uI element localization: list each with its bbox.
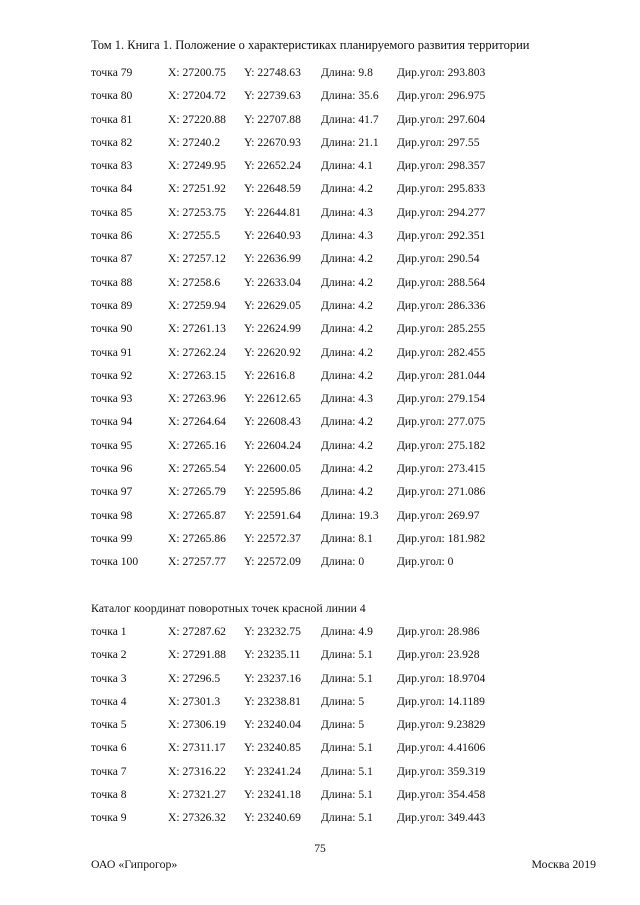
table-row xyxy=(91,462,611,485)
direction-angle: Дир.угол: 23.928 xyxy=(397,648,480,662)
segment-length: Длина: 5.1 xyxy=(321,764,373,778)
x-coordinate: X: 27287.62 xyxy=(168,625,226,638)
point-name: точка 79 xyxy=(91,66,133,79)
x-coordinate: X: 27263.96 xyxy=(168,392,226,406)
y-coordinate: Y: 22572.09 xyxy=(244,555,301,569)
segment-length: Длина: 41.7 xyxy=(321,112,379,126)
direction-angle: Дир.угол: 292.351 xyxy=(397,229,486,243)
y-coordinate: Y: 22595.86 xyxy=(244,485,301,499)
direction-angle: Дир.угол: 297.55 xyxy=(397,135,480,149)
table-row xyxy=(91,322,611,345)
segment-length: Длина: 35.6 xyxy=(321,89,379,103)
x-coordinate: X: 27220.88 xyxy=(168,112,226,126)
table-row xyxy=(91,113,611,136)
table-row xyxy=(91,89,611,112)
segment-length: Длина: 4.2 xyxy=(321,345,373,359)
y-coordinate: Y: 22707.88 xyxy=(244,112,301,126)
y-coordinate: Y: 22612.65 xyxy=(244,392,301,406)
direction-angle: Дир.угол: 288.564 xyxy=(397,275,486,289)
segment-length: Длина: 21.1 xyxy=(321,135,379,149)
point-name: точка 9 xyxy=(91,811,127,825)
direction-angle: Дир.угол: 295.833 xyxy=(397,182,486,196)
table-row xyxy=(91,741,611,764)
x-coordinate: X: 27265.54 xyxy=(168,462,226,476)
table-row xyxy=(91,532,611,555)
table-row xyxy=(91,485,611,508)
segment-length: Длина: 9.8 xyxy=(321,66,373,79)
footer-organization: ОАО «Гипрогор» xyxy=(91,857,178,871)
x-coordinate: X: 27258.6 xyxy=(168,275,221,289)
table-row xyxy=(91,229,611,252)
x-coordinate: X: 27265.87 xyxy=(168,508,226,522)
point-name: точка 82 xyxy=(91,135,133,149)
y-coordinate: Y: 22748.63 xyxy=(244,66,301,79)
direction-angle: Дир.угол: 181.982 xyxy=(397,531,486,545)
y-coordinate: Y: 22644.81 xyxy=(244,205,301,219)
point-name: точка 87 xyxy=(91,252,133,266)
segment-length: Длина: 19.3 xyxy=(321,508,379,522)
y-coordinate: Y: 22652.24 xyxy=(244,159,301,173)
segment-length: Длина: 0 xyxy=(321,555,365,569)
segment-length: Длина: 4.2 xyxy=(321,298,373,312)
segment-length: Длина: 4.3 xyxy=(321,205,373,219)
direction-angle: Дир.угол: 277.075 xyxy=(397,415,486,429)
table-row xyxy=(91,136,611,159)
x-coordinate: X: 27265.16 xyxy=(168,438,226,452)
segment-length: Длина: 5.1 xyxy=(321,788,373,802)
point-name: точка 85 xyxy=(91,205,133,219)
point-name: точка 2 xyxy=(91,648,127,662)
y-coordinate: Y: 22624.99 xyxy=(244,322,301,336)
segment-length: Длина: 4.2 xyxy=(321,438,373,452)
segment-length: Длина: 4.2 xyxy=(321,485,373,499)
direction-angle: Дир.угол: 294.277 xyxy=(397,205,486,219)
x-coordinate: X: 27316.22 xyxy=(168,764,226,778)
point-name: точка 4 xyxy=(91,694,127,708)
y-coordinate: Y: 22636.99 xyxy=(244,252,301,266)
point-name: точка 5 xyxy=(91,718,127,732)
segment-length: Длина: 4.2 xyxy=(321,368,373,382)
point-name: точка 97 xyxy=(91,485,133,499)
table-row xyxy=(91,299,611,322)
segment-length: Длина: 4.2 xyxy=(321,252,373,266)
point-name: точка 3 xyxy=(91,671,127,685)
y-coordinate: Y: 22640.93 xyxy=(244,229,301,243)
x-coordinate: X: 27311.17 xyxy=(168,741,226,755)
coordinates-table-2 xyxy=(91,625,611,835)
point-name: точка 95 xyxy=(91,438,133,452)
segment-length: Длина: 4.2 xyxy=(321,462,373,476)
y-coordinate: Y: 23237.16 xyxy=(244,671,301,685)
direction-angle: Дир.угол: 14.1189 xyxy=(397,694,485,708)
x-coordinate: X: 27321.27 xyxy=(168,788,226,802)
point-name: точка 7 xyxy=(91,764,127,778)
x-coordinate: X: 27306.19 xyxy=(168,718,226,732)
segment-length: Длина: 4.2 xyxy=(321,322,373,336)
direction-angle: Дир.угол: 275.182 xyxy=(397,438,486,452)
y-coordinate: Y: 22591.64 xyxy=(244,508,301,522)
x-coordinate: X: 27301.3 xyxy=(168,694,221,708)
segment-length: Длина: 5.1 xyxy=(321,671,373,685)
x-coordinate: X: 27257.12 xyxy=(168,252,226,266)
point-name: точка 91 xyxy=(91,345,133,359)
y-coordinate: Y: 22739.63 xyxy=(244,89,301,103)
point-name: точка 8 xyxy=(91,788,127,802)
segment-length: Длина: 5 xyxy=(321,694,365,708)
y-coordinate: Y: 22600.05 xyxy=(244,462,301,476)
direction-angle: Дир.угол: 281.044 xyxy=(397,368,486,382)
point-name: точка 83 xyxy=(91,159,133,173)
x-coordinate: X: 27240.2 xyxy=(168,135,221,149)
direction-angle: Дир.угол: 271.086 xyxy=(397,485,486,499)
x-coordinate: X: 27296.5 xyxy=(168,671,221,685)
point-name: точка 96 xyxy=(91,462,133,476)
table-row xyxy=(91,415,611,438)
point-name: точка 6 xyxy=(91,741,127,755)
x-coordinate: X: 27251.92 xyxy=(168,182,226,196)
point-name: точка 86 xyxy=(91,229,133,243)
table-row xyxy=(91,392,611,415)
table-row xyxy=(91,66,611,89)
direction-angle: Дир.угол: 297.604 xyxy=(397,112,486,126)
y-coordinate: Y: 23240.04 xyxy=(244,718,301,732)
x-coordinate: X: 27263.15 xyxy=(168,368,226,382)
y-coordinate: Y: 22604.24 xyxy=(244,438,301,452)
x-coordinate: X: 27255.5 xyxy=(168,229,221,243)
x-coordinate: X: 27265.79 xyxy=(168,485,226,499)
footer-city-year: Москва 2019 xyxy=(531,857,596,871)
point-name: точка 99 xyxy=(91,531,133,545)
segment-length: Длина: 5.1 xyxy=(321,741,373,755)
segment-length: Длина: 5.1 xyxy=(321,811,373,825)
x-coordinate: X: 27262.24 xyxy=(168,345,226,359)
x-coordinate: X: 27200.75 xyxy=(168,66,226,79)
point-name: точка 80 xyxy=(91,89,133,103)
point-name: точка 81 xyxy=(91,112,133,126)
segment-length: Длина: 4.3 xyxy=(321,392,373,406)
point-name: точка 1 xyxy=(91,625,127,638)
direction-angle: Дир.угол: 296.975 xyxy=(397,89,486,103)
segment-length: Длина: 4.1 xyxy=(321,159,373,173)
y-coordinate: Y: 22620.92 xyxy=(244,345,301,359)
y-coordinate: Y: 23238.81 xyxy=(244,694,301,708)
table-row xyxy=(91,811,611,834)
y-coordinate: Y: 23235.11 xyxy=(244,648,301,662)
direction-angle: Дир.угол: 298.357 xyxy=(397,159,486,173)
x-coordinate: X: 27291.88 xyxy=(168,648,226,662)
y-coordinate: Y: 22629.05 xyxy=(244,298,301,312)
y-coordinate: Y: 23241.18 xyxy=(244,788,301,802)
direction-angle: Дир.угол: 28.986 xyxy=(397,625,480,638)
table-row xyxy=(91,695,611,718)
page-number: 75 xyxy=(314,842,326,855)
x-coordinate: X: 27257.77 xyxy=(168,555,226,569)
table-row xyxy=(91,276,611,299)
y-coordinate: Y: 22633.04 xyxy=(244,275,301,289)
table-row xyxy=(91,765,611,788)
table-row xyxy=(91,509,611,532)
point-name: точка 98 xyxy=(91,508,133,522)
table-row xyxy=(91,439,611,462)
point-name: точка 90 xyxy=(91,322,133,336)
table-row xyxy=(91,159,611,182)
direction-angle: Дир.угол: 290.54 xyxy=(397,252,480,266)
y-coordinate: Y: 22608.43 xyxy=(244,415,301,429)
table-row xyxy=(91,788,611,811)
point-name: точка 89 xyxy=(91,298,133,312)
y-coordinate: Y: 22670.93 xyxy=(244,135,301,149)
direction-angle: Дир.угол: 282.455 xyxy=(397,345,486,359)
direction-angle: Дир.угол: 269.97 xyxy=(397,508,480,522)
table-row xyxy=(91,625,611,648)
x-coordinate: X: 27264.64 xyxy=(168,415,226,429)
x-coordinate: X: 27261.13 xyxy=(168,322,226,336)
x-coordinate: X: 27326.32 xyxy=(168,811,226,825)
direction-angle: Дир.угол: 0 xyxy=(397,555,454,569)
direction-angle: Дир.угол: 286.336 xyxy=(397,298,486,312)
x-coordinate: X: 27265.86 xyxy=(168,531,226,545)
point-name: точка 84 xyxy=(91,182,133,196)
direction-angle: Дир.угол: 359.319 xyxy=(397,764,486,778)
table-row xyxy=(91,252,611,275)
page-header: Том 1. Книга 1. Положение о характеристиках планируемого развития территории xyxy=(91,38,530,52)
x-coordinate: X: 27253.75 xyxy=(168,205,226,219)
direction-angle: Дир.угол: 354.458 xyxy=(397,788,486,802)
segment-length: Длина: 5 xyxy=(321,718,365,732)
y-coordinate: Y: 22616.8 xyxy=(244,368,296,382)
direction-angle: Дир.угол: 349.443 xyxy=(397,811,486,825)
point-name: точка 94 xyxy=(91,415,133,429)
y-coordinate: Y: 23241.24 xyxy=(244,764,301,778)
direction-angle: Дир.угол: 4.41606 xyxy=(397,741,486,755)
point-name: точка 92 xyxy=(91,368,133,382)
segment-length: Длина: 4.2 xyxy=(321,275,373,289)
coordinates-table-1 xyxy=(91,66,611,579)
direction-angle: Дир.угол: 18.9704 xyxy=(397,671,486,685)
direction-angle: Дир.угол: 285.255 xyxy=(397,322,486,336)
y-coordinate: Y: 23232.75 xyxy=(244,625,301,638)
point-name: точка 100 xyxy=(91,555,139,569)
table-row xyxy=(91,648,611,671)
direction-angle: Дир.угол: 9.23829 xyxy=(397,718,486,732)
x-coordinate: X: 27249.95 xyxy=(168,159,226,173)
segment-length: Длина: 4.9 xyxy=(321,625,373,638)
segment-length: Длина: 4.3 xyxy=(321,229,373,243)
segment-length: Длина: 8.1 xyxy=(321,531,373,545)
section-title: Каталог координат поворотных точек красной линии 4 xyxy=(91,601,366,615)
y-coordinate: Y: 22648.59 xyxy=(244,182,301,196)
direction-angle: Дир.угол: 273.415 xyxy=(397,462,486,476)
y-coordinate: Y: 22572.37 xyxy=(244,531,301,545)
x-coordinate: X: 27259.94 xyxy=(168,298,226,312)
direction-angle: Дир.угол: 279.154 xyxy=(397,392,486,406)
table-row xyxy=(91,206,611,229)
segment-length: Длина: 5.1 xyxy=(321,648,373,662)
y-coordinate: Y: 23240.69 xyxy=(244,811,301,825)
table-row xyxy=(91,346,611,369)
table-row xyxy=(91,555,611,578)
x-coordinate: X: 27204.72 xyxy=(168,89,226,103)
table-row xyxy=(91,672,611,695)
point-name: точка 88 xyxy=(91,275,133,289)
segment-length: Длина: 4.2 xyxy=(321,415,373,429)
table-row xyxy=(91,718,611,741)
direction-angle: Дир.угол: 293.803 xyxy=(397,66,486,79)
point-name: точка 93 xyxy=(91,392,133,406)
y-coordinate: Y: 23240.85 xyxy=(244,741,301,755)
table-row xyxy=(91,369,611,392)
segment-length: Длина: 4.2 xyxy=(321,182,373,196)
table-row xyxy=(91,182,611,205)
